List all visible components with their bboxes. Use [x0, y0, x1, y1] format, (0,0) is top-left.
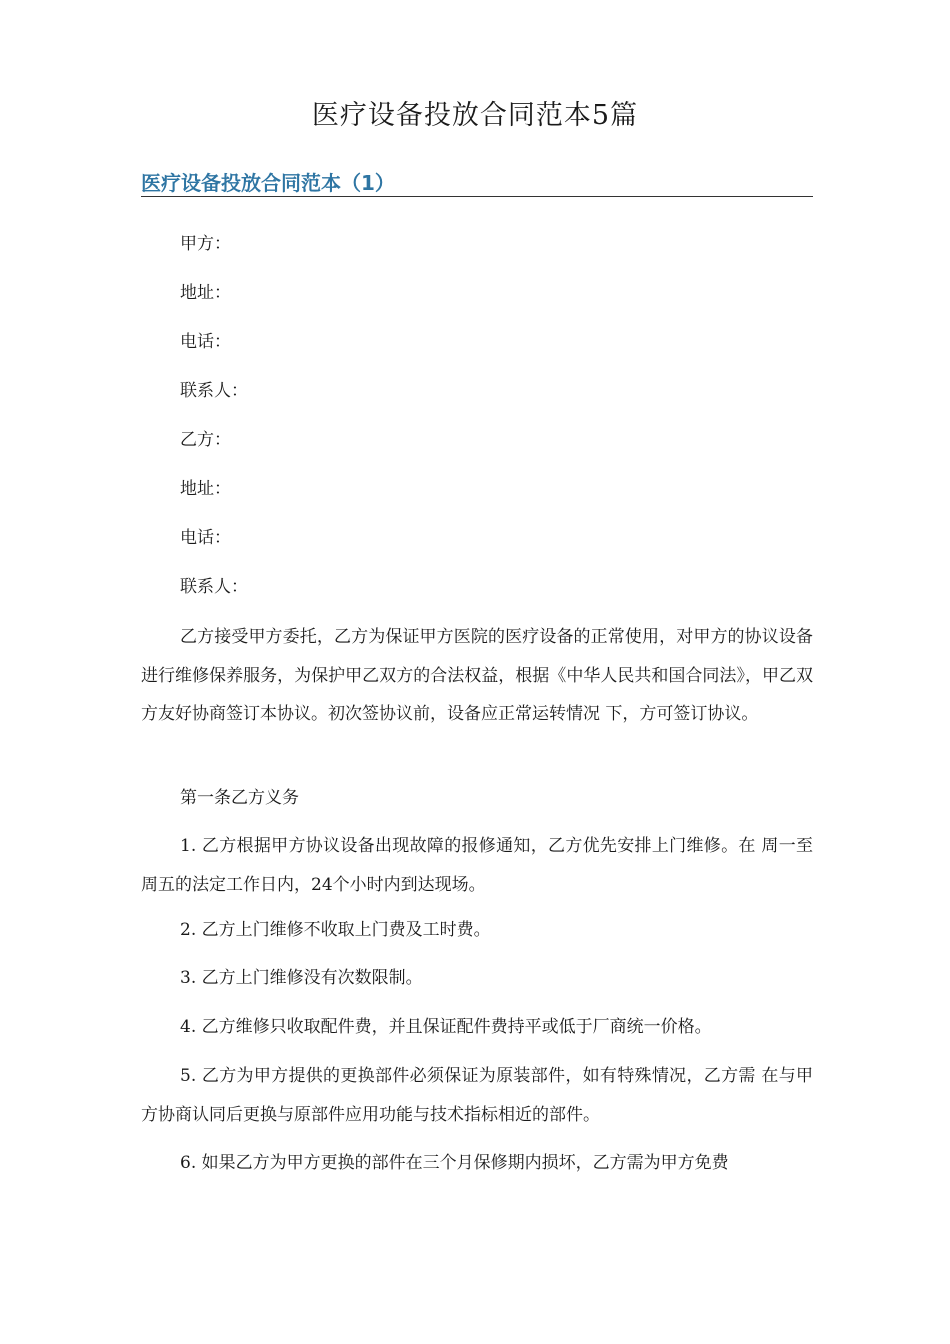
party-b-label: 乙方： [180, 430, 231, 450]
party-a-contact: 联系人： [180, 381, 248, 401]
party-b-phone: 电话： [180, 528, 231, 548]
intro-paragraph: 乙方接受甲方委托，乙方为保证甲方医院的医疗设备的正常使用，对甲方的协议设备进行维修保养服务，为保护甲乙双方的合法权益，根据《中华人民共和国合同法》，甲乙双方友好协商签订本协议。初次签协议前，设备应正常运转情况 下，方可签订协议。 [141, 627, 813, 724]
party-a-phone: 电话： [180, 332, 231, 352]
party-b-contact: 联系人： [180, 577, 248, 597]
document-title: 医疗设备投放合同范本5篇 [311, 100, 639, 131]
party-b-address: 地址： [180, 479, 231, 499]
section-heading: 医疗设备投放合同范本（1） [141, 170, 813, 197]
party-a-address: 地址： [180, 283, 231, 303]
clause-5: 5. 乙方为甲方提供的更换部件必须保证为原装部件，如有特殊情况，乙方需 在与甲方协商认同后更换与原部件应用功能与技术指标相近的部件。 [141, 1066, 813, 1125]
clause-4: 4. 乙方维修只收取配件费，并且保证配件费持平或低于厂商统一价格。 [180, 1017, 712, 1037]
article-heading: 第一条乙方义务 [180, 788, 299, 808]
party-a-label: 甲方： [180, 234, 231, 254]
clause-2: 2. 乙方上门维修不收取上门费及工时费。 [180, 920, 491, 940]
clause-1: 1. 乙方根据甲方协议设备出现故障的报修通知，乙方优先安排上门维修。在 周一至周五的法定工作日内，24个小时内到达现场。 [141, 836, 813, 895]
clause-3: 3. 乙方上门维修没有次数限制。 [180, 968, 423, 988]
clause-6: 6. 如果乙方为甲方更换的部件在三个月保修期内损坏，乙方需为甲方免费 [180, 1153, 729, 1173]
